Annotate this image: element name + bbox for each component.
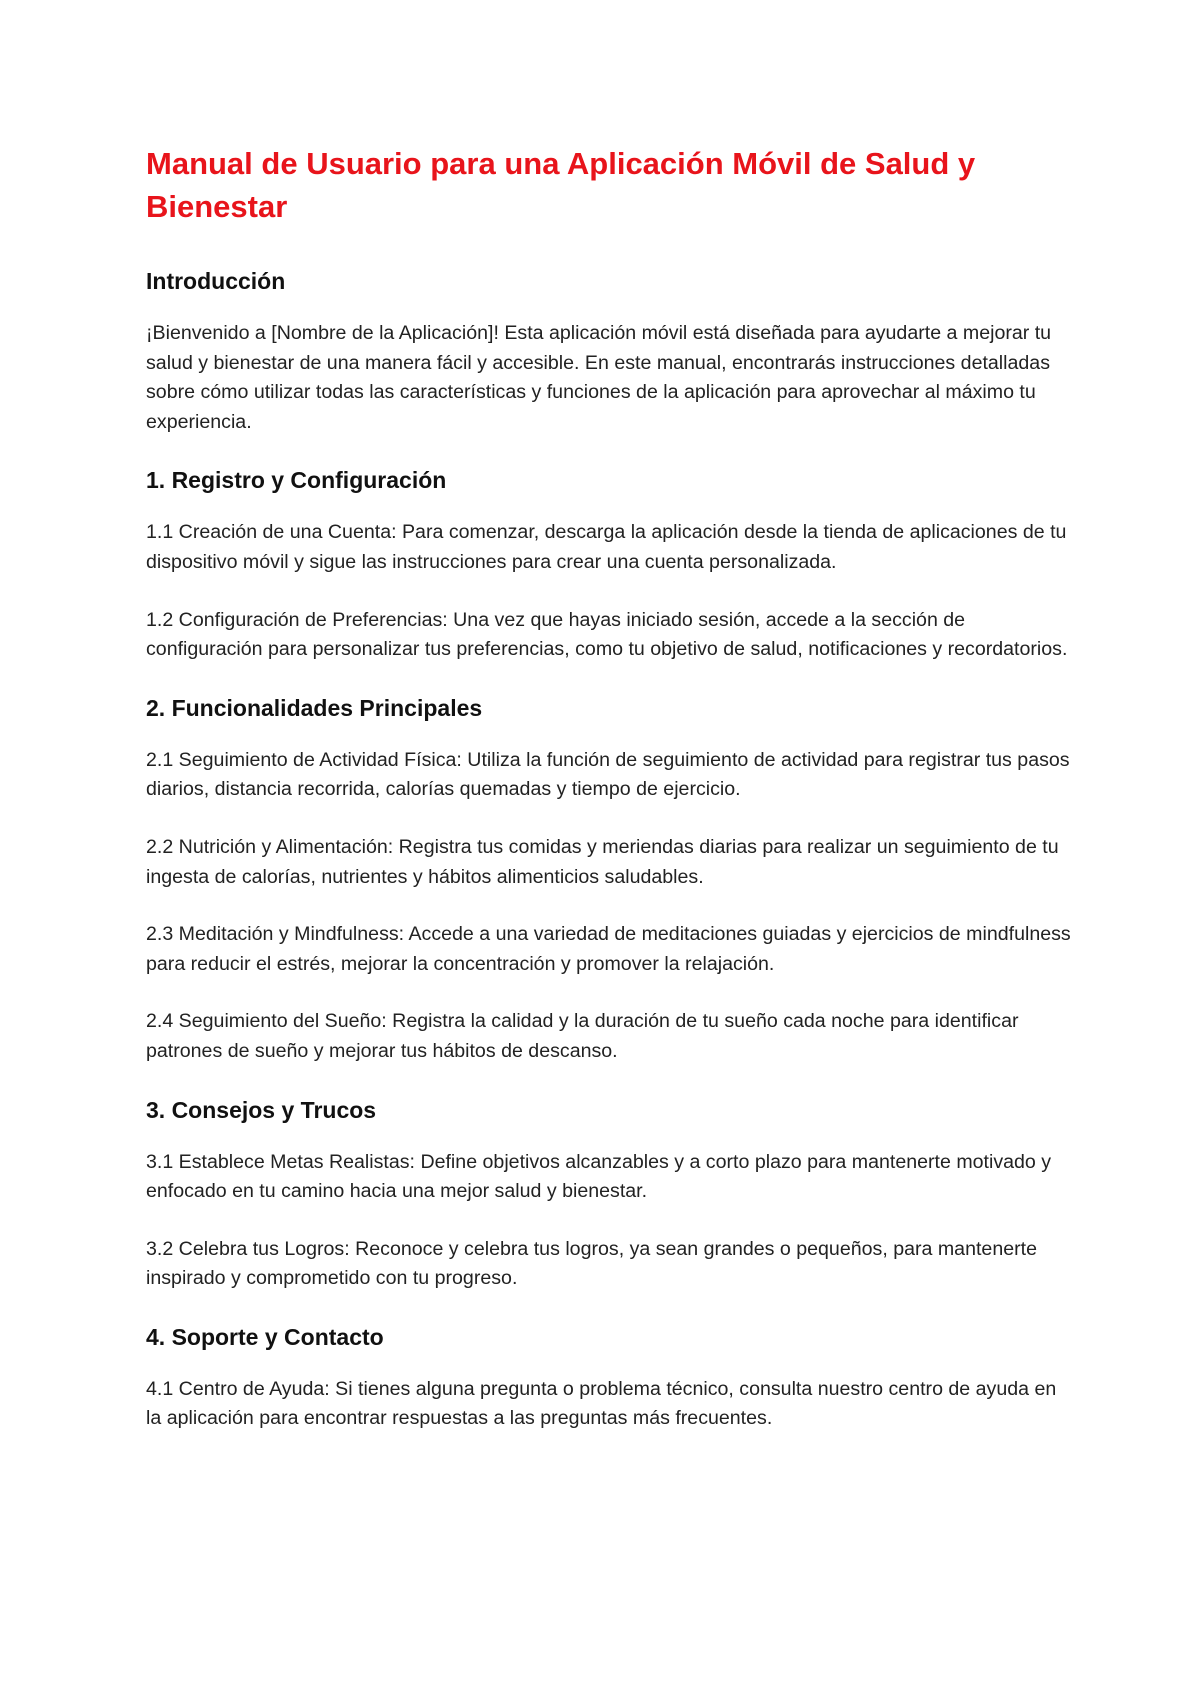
section-paragraph: 1.2 Configuración de Preferencias: Una vez que hayas iniciado sesión, accede a la sección de configuración para personalizar tus preferencias, como tu objetivo de salud, notificaciones y recordatorios. xyxy=(146,608,1068,661)
section-consejos xyxy=(146,1095,1076,1294)
intro-paragraph: ¡Bienvenido a [Nombre de la Aplicación]! Esta aplicación móvil está diseñada para ayudarte a mejorar tu salud y bienestar de una manera fácil y accesible. En este manual, encontrarás instrucciones detalladas sobre cómo utilizar todas las características y funciones de la aplicación para aprovechar al máximo tu experiencia. xyxy=(146,322,1052,433)
section-paragraph: 4.1 Centro de Ayuda: Si tienes alguna pregunta o problema técnico, consulta nuestro centro de ayuda en la aplicación para encontrar respuestas a las preguntas más frecuentes. xyxy=(146,1377,1057,1430)
page-title: Manual de Usuario para una Aplicación Móvil de Salud y Bienestar xyxy=(146,146,976,224)
section-registro xyxy=(146,465,1076,664)
section-paragraph: 3.1 Establece Metas Realistas: Define objetivos alcanzables y a corto plazo para mantenerte motivado y enfocado en tu camino hacia una mejor salud y bienestar. xyxy=(146,1150,1052,1203)
section-heading: 4. Soporte y Contacto xyxy=(146,1323,384,1350)
section-paragraph: 1.1 Creación de una Cuenta: Para comenzar, descarga la aplicación desde la tienda de aplicaciones de tu dispositivo móvil y sigue las instrucciones para crear una cuenta personalizada. xyxy=(146,521,1067,573)
section-paragraph: 3.2 Celebra tus Logros: Reconoce y celebra tus logros, ya sean grandes o pequeños, para mantenerte inspirado y comprometido con tu progreso. xyxy=(146,1237,1037,1290)
section-heading: 2. Funcionalidades Principales xyxy=(146,694,483,721)
section-funcionalidades xyxy=(146,693,1076,1067)
section-paragraph: 2.4 Seguimiento del Sueño: Registra la calidad y la duración de tu sueño cada noche para identificar patrones de sueño y mejorar tus hábitos de descanso. xyxy=(146,1010,1019,1062)
section-heading: 1. Registro y Configuración xyxy=(146,467,447,494)
section-heading: 3. Consejos y Trucos xyxy=(146,1096,377,1123)
section-paragraph: 2.3 Meditación y Mindfulness: Accede a una variedad de meditaciones guiadas y ejercicios de mindfulness para reducir el estrés, mejorar la concentración y promover la relajación. xyxy=(146,923,1071,975)
section-paragraph: 2.1 Seguimiento de Actividad Física: Utiliza la función de seguimiento de actividad para registrar tus pasos diarios, distancia recorrida, calorías quemadas y tiempo de ejercicio. xyxy=(146,748,1070,801)
section-paragraph: 2.2 Nutrición y Alimentación: Registra tus comidas y meriendas diarias para realizar un seguimiento de tu ingesta de calorías, nutrientes y hábitos alimenticios saludables. xyxy=(146,835,1059,888)
section-soporte xyxy=(146,1322,1076,1434)
intro-heading: Introducción xyxy=(146,268,286,294)
document-page xyxy=(146,142,1076,1462)
